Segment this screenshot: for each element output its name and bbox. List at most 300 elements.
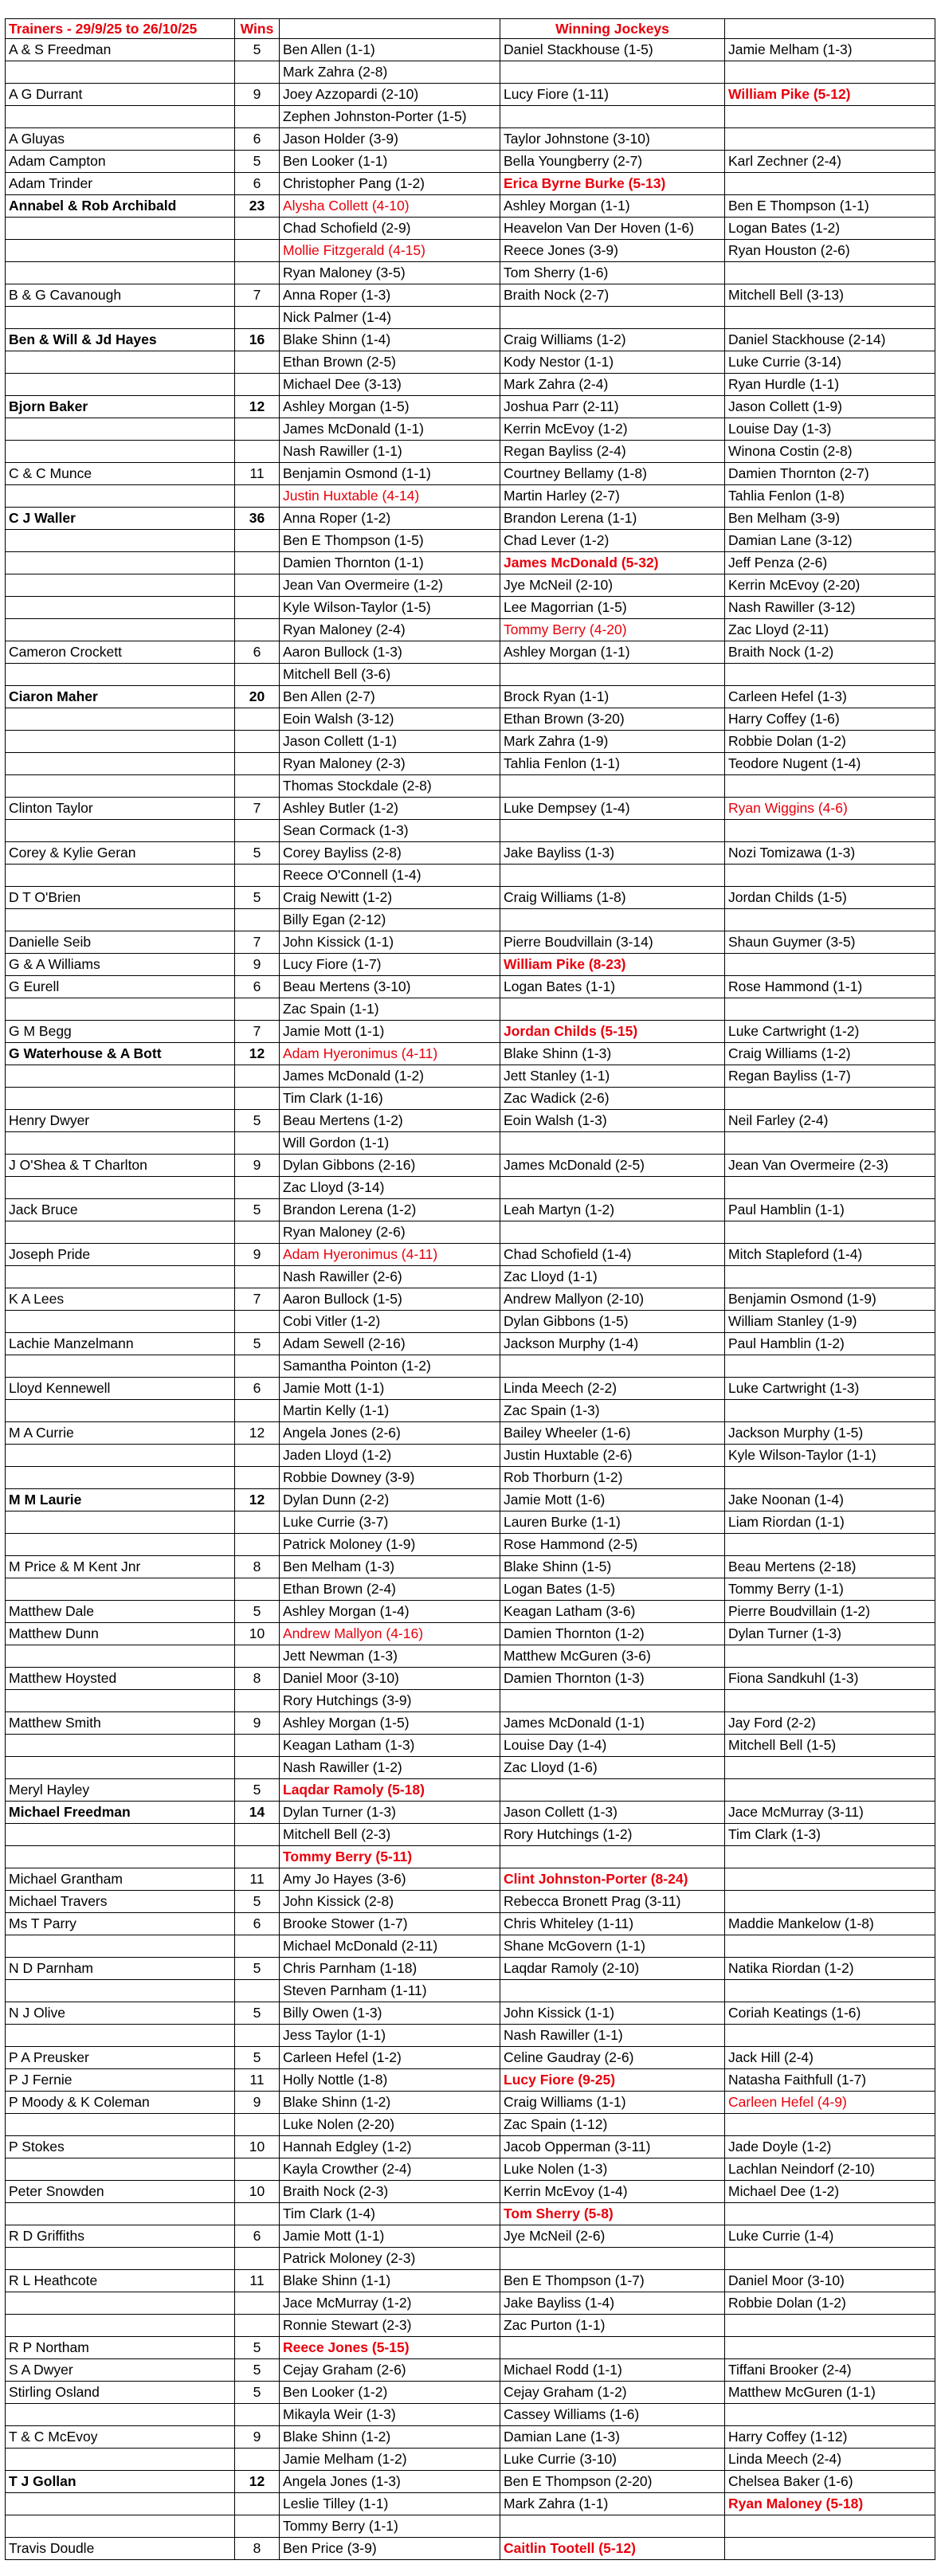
trainer-cell: M M Laurie	[6, 1489, 235, 1511]
jockey-cell: Natika Riordan (1-2)	[725, 1958, 935, 1980]
jockey-cell: Rose Hammond (2-5)	[500, 1534, 725, 1556]
jockey-cell: Robbie Dolan (1-2)	[725, 2292, 935, 2315]
jockey-cell: Chris Parnham (1-18)	[280, 1958, 500, 1980]
table-row	[6, 1735, 935, 1757]
jockey-cell: Blake Shinn (1-1)	[280, 2270, 500, 2292]
table-row	[6, 2270, 935, 2292]
jockey-cell: Cejay Graham (1-2)	[500, 2382, 725, 2404]
jockey-cell: Louise Day (1-4)	[500, 1735, 725, 1757]
jockey-cell: James McDonald (5-32)	[500, 552, 725, 574]
trainer-cell: Ms T Parry	[6, 1913, 235, 1935]
jockey-cell: Kody Nestor (1-1)	[500, 351, 725, 374]
trainer-cell	[6, 574, 235, 597]
jockey-cell: Jason Holder (3-9)	[280, 128, 500, 151]
jockey-cell: Patrick Moloney (1-9)	[280, 1534, 500, 1556]
jockey-cell: Jean Van Overmeire (1-2)	[280, 574, 500, 597]
jockey-cell: Luke Currie (1-4)	[725, 2225, 935, 2248]
jockey-cell: Tom Sherry (5-8)	[500, 2203, 725, 2225]
jockey-cell: Jye McNeil (2-6)	[500, 2225, 725, 2248]
jockey-cell	[725, 1400, 935, 1422]
wins-cell: 9	[235, 954, 280, 976]
jockey-cell: Heavelon Van Der Hoven (1-6)	[500, 218, 725, 240]
trainer-cell	[6, 441, 235, 463]
wins-cell	[235, 1088, 280, 1110]
jockey-cell: Daniel Moor (3-10)	[725, 2270, 935, 2292]
jockey-cell: Blake Shinn (1-3)	[500, 1043, 725, 1065]
table-row	[6, 374, 935, 396]
trainer-cell: Stirling Osland	[6, 2382, 235, 2404]
jockey-cell: Ben E Thompson (2-20)	[500, 2471, 725, 2493]
wins-cell	[235, 1578, 280, 1601]
table-row	[6, 1199, 935, 1221]
jockey-cell	[725, 307, 935, 329]
jockey-cell: Angela Jones (2-6)	[280, 1422, 500, 1445]
table-row	[6, 552, 935, 574]
trainer-cell: Clinton Taylor	[6, 798, 235, 820]
table-row	[6, 1110, 935, 1132]
jockey-cell: Lauren Burke (1-1)	[500, 1511, 725, 1534]
table-row	[6, 775, 935, 798]
jockey-cell: Regan Bayliss (2-4)	[500, 441, 725, 463]
wins-cell	[235, 820, 280, 842]
jockey-cell: Jackson Murphy (1-5)	[725, 1422, 935, 1445]
table-row	[6, 1021, 935, 1043]
wins-cell: 6	[235, 641, 280, 664]
trainer-cell: R P Northam	[6, 2337, 235, 2359]
trainer-cell: Bjorn Baker	[6, 396, 235, 418]
trainer-cell: K A Lees	[6, 1288, 235, 1311]
trainer-cell	[6, 2025, 235, 2047]
jockey-cell: Chris Whiteley (1-11)	[500, 1913, 725, 1935]
wins-cell: 5	[235, 151, 280, 173]
jockey-cell: Corey Bayliss (2-8)	[280, 842, 500, 865]
jockey-cell	[725, 1645, 935, 1668]
table-row	[6, 195, 935, 218]
trainer-cell	[6, 2292, 235, 2315]
table-row	[6, 1556, 935, 1578]
jockey-cell: Lucy Fiore (1-11)	[500, 84, 725, 106]
jockey-cell: Tahlia Fenlon (1-1)	[500, 753, 725, 775]
table-row	[6, 1155, 935, 1177]
wins-cell	[235, 552, 280, 574]
jockey-cell: Rebecca Bronett Prag (3-11)	[500, 1891, 725, 1913]
jockey-cell: Ryan Wiggins (4-6)	[725, 798, 935, 820]
jockey-cell: Jace McMurray (3-11)	[725, 1802, 935, 1824]
wins-cell: 5	[235, 887, 280, 909]
table-row	[6, 2025, 935, 2047]
jockey-cell	[500, 2515, 725, 2538]
jockey-cell	[500, 2248, 725, 2270]
jockey-cell	[500, 1355, 725, 1378]
jockey-cell: Ryan Maloney (2-3)	[280, 753, 500, 775]
trainer-cell	[6, 1355, 235, 1378]
jockey-cell	[725, 1266, 935, 1288]
jockey-cell	[500, 106, 725, 128]
wins-cell: 9	[235, 84, 280, 106]
jockey-cell	[725, 1132, 935, 1155]
wins-cell	[235, 1266, 280, 1288]
jockey-cell: Damien Thornton (1-2)	[500, 1623, 725, 1645]
jockey-cell: Will Gordon (1-1)	[280, 1132, 500, 1155]
jockey-cell: Brock Ryan (1-1)	[500, 686, 725, 708]
jockey-cell	[725, 1467, 935, 1489]
wins-cell	[235, 2203, 280, 2225]
jockey-cell: Zac Purton (1-1)	[500, 2315, 725, 2337]
jockey-cell	[500, 1980, 725, 2002]
table-row	[6, 753, 935, 775]
header-row	[6, 19, 935, 39]
jockey-cell: Natasha Faithfull (1-7)	[725, 2069, 935, 2092]
jockey-cell: Zac Spain (1-1)	[280, 998, 500, 1021]
wins-cell	[235, 240, 280, 262]
wins-cell	[235, 530, 280, 552]
jockey-cell: Alysha Collett (4-10)	[280, 195, 500, 218]
wins-cell: 6	[235, 173, 280, 195]
jockey-cell: Nash Rawiller (3-12)	[725, 597, 935, 619]
jockey-cell	[725, 2315, 935, 2337]
table-row	[6, 441, 935, 463]
table-row	[6, 2114, 935, 2136]
wins-cell: 7	[235, 1288, 280, 1311]
trainer-cell	[6, 597, 235, 619]
table-row	[6, 106, 935, 128]
jockey-cell: Holly Nottle (1-8)	[280, 2069, 500, 2092]
jockey-cell: Michael Dee (1-2)	[725, 2181, 935, 2203]
jockey-cell: Blake Shinn (1-4)	[280, 329, 500, 351]
trainer-cell: G M Begg	[6, 1021, 235, 1043]
wins-cell: 14	[235, 1802, 280, 1824]
jockey-cell: Beau Mertens (1-2)	[280, 1110, 500, 1132]
jockey-cell: Aaron Bullock (1-5)	[280, 1288, 500, 1311]
jockey-cell	[725, 1534, 935, 1556]
wins-cell	[235, 2292, 280, 2315]
jockey-cell: Beau Mertens (2-18)	[725, 1556, 935, 1578]
table-row	[6, 2404, 935, 2426]
table-row	[6, 2515, 935, 2538]
jockey-cell: Regan Bayliss (1-7)	[725, 1065, 935, 1088]
jockey-cell: Karl Zechner (2-4)	[725, 151, 935, 173]
jockey-cell: Ben Looker (1-2)	[280, 2382, 500, 2404]
jockey-cell	[500, 1779, 725, 1802]
jockey-cell: Tim Clark (1-16)	[280, 1088, 500, 1110]
wins-cell	[235, 664, 280, 686]
jockey-cell: Tommy Berry (5-11)	[280, 1846, 500, 1868]
trainer-cell	[6, 240, 235, 262]
table-row	[6, 1445, 935, 1467]
table-row	[6, 820, 935, 842]
jockey-cell	[725, 1355, 935, 1378]
jockey-cell: Daniel Moor (3-10)	[280, 1668, 500, 1690]
table-row	[6, 351, 935, 374]
jockey-cell: Pierre Boudvillain (3-14)	[500, 931, 725, 954]
table-row	[6, 1623, 935, 1645]
jockeys-header-right	[725, 19, 935, 39]
table-row	[6, 1779, 935, 1802]
table-row	[6, 1221, 935, 1244]
jockey-cell	[725, 998, 935, 1021]
jockey-cell: Zac Lloyd (2-11)	[725, 619, 935, 641]
jockey-cell	[725, 1980, 935, 2002]
trainer-cell	[6, 865, 235, 887]
table-row	[6, 2158, 935, 2181]
jockey-cell: Braith Nock (2-3)	[280, 2181, 500, 2203]
jockey-cell: James McDonald (1-1)	[280, 418, 500, 441]
trainer-cell: Jack Bruce	[6, 1199, 235, 1221]
jockey-cell: Craig Newitt (1-2)	[280, 887, 500, 909]
wins-cell	[235, 418, 280, 441]
jockey-cell: Andrew Mallyon (4-16)	[280, 1623, 500, 1645]
trainer-cell: Travis Doudle	[6, 2538, 235, 2560]
jockey-cell: Nozi Tomizawa (1-3)	[725, 842, 935, 865]
jockey-cell: Craig Williams (1-8)	[500, 887, 725, 909]
table-row	[6, 2359, 935, 2382]
wins-cell: 5	[235, 1958, 280, 1980]
wins-cell	[235, 1132, 280, 1155]
table-row	[6, 1132, 935, 1155]
table-row	[6, 1757, 935, 1779]
wins-cell	[235, 2404, 280, 2426]
jockey-cell: Mark Zahra (1-1)	[500, 2493, 725, 2515]
trainer-cell	[6, 753, 235, 775]
table-row	[6, 1958, 935, 1980]
trainer-cell: Corey & Kylie Geran	[6, 842, 235, 865]
jockey-cell: Zac Spain (1-12)	[500, 2114, 725, 2136]
jockey-cell: Maddie Mankelow (1-8)	[725, 1913, 935, 1935]
jockey-cell: Luke Cartwright (1-2)	[725, 1021, 935, 1043]
wins-header: Wins	[235, 19, 280, 39]
table-row	[6, 1868, 935, 1891]
table-row	[6, 2181, 935, 2203]
jockey-cell: Luke Currie (3-14)	[725, 351, 935, 374]
jockey-cell: Kerrin McEvoy (2-20)	[725, 574, 935, 597]
wins-cell	[235, 2315, 280, 2337]
jockey-cell: Jamie Mott (1-6)	[500, 1489, 725, 1511]
jockey-cell	[725, 1177, 935, 1199]
jockey-cell: Luke Nolen (1-3)	[500, 2158, 725, 2181]
wins-cell	[235, 708, 280, 731]
table-row	[6, 84, 935, 106]
wins-cell: 9	[235, 2092, 280, 2114]
jockey-cell: Thomas Stockdale (2-8)	[280, 775, 500, 798]
wins-cell: 5	[235, 1110, 280, 1132]
jockey-cell: Carleen Hefel (4-9)	[725, 2092, 935, 2114]
wins-cell	[235, 1935, 280, 1958]
table-row	[6, 284, 935, 307]
wins-cell	[235, 753, 280, 775]
jockey-cell	[725, 2114, 935, 2136]
jockey-cell	[725, 2203, 935, 2225]
wins-cell	[235, 574, 280, 597]
jockey-cell: Amy Jo Hayes (3-6)	[280, 1868, 500, 1891]
jockey-cell: Zac Lloyd (3-14)	[280, 1177, 500, 1199]
jockey-cell: Cassey Williams (1-6)	[500, 2404, 725, 2426]
jockey-cell	[500, 1177, 725, 1199]
trainer-cell	[6, 1266, 235, 1288]
trainer-cell	[6, 1445, 235, 1467]
wins-cell: 7	[235, 1021, 280, 1043]
table-row	[6, 1333, 935, 1355]
trainer-cell	[6, 1980, 235, 2002]
jockey-cell: Ethan Brown (2-5)	[280, 351, 500, 374]
jockey-cell: Jason Collett (1-1)	[280, 731, 500, 753]
jockey-cell: Justin Huxtable (4-14)	[280, 485, 500, 508]
trainer-cell: R L Heathcote	[6, 2270, 235, 2292]
wins-cell: 16	[235, 329, 280, 351]
jockey-cell	[725, 262, 935, 284]
table-row	[6, 307, 935, 329]
wins-cell	[235, 106, 280, 128]
jockey-cell: Jye McNeil (2-10)	[500, 574, 725, 597]
wins-cell: 20	[235, 686, 280, 708]
jockey-cell: Luke Dempsey (1-4)	[500, 798, 725, 820]
jockey-cell: Ben E Thompson (1-5)	[280, 530, 500, 552]
table-row	[6, 530, 935, 552]
table-row	[6, 909, 935, 931]
wins-cell	[235, 1355, 280, 1378]
jockey-cell: Michael Rodd (1-1)	[500, 2359, 725, 2382]
jockey-cell	[500, 865, 725, 887]
trainer-cell	[6, 1065, 235, 1088]
trainer-cell: Cameron Crockett	[6, 641, 235, 664]
jockey-cell	[725, 61, 935, 84]
jockey-cell: Ethan Brown (2-4)	[280, 1578, 500, 1601]
trainer-cell: Joseph Pride	[6, 1244, 235, 1266]
table-row	[6, 1980, 935, 2002]
table-row	[6, 1288, 935, 1311]
table-row	[6, 1400, 935, 1422]
jockey-cell: John Kissick (1-1)	[500, 2002, 725, 2025]
wins-cell: 5	[235, 2359, 280, 2382]
jockey-cell: Jordan Childs (5-15)	[500, 1021, 725, 1043]
jockey-cell: Laqdar Ramoly (2-10)	[500, 1958, 725, 1980]
jockey-cell: Ben Allen (1-1)	[280, 39, 500, 61]
table-row	[6, 1690, 935, 1712]
jockey-cell: Leah Martyn (1-2)	[500, 1199, 725, 1221]
table-row	[6, 998, 935, 1021]
jockey-cell: Ryan Hurdle (1-1)	[725, 374, 935, 396]
table-row	[6, 1467, 935, 1489]
trainer-cell	[6, 1467, 235, 1489]
jockey-cell: Ben E Thompson (1-1)	[725, 195, 935, 218]
wins-cell: 10	[235, 2181, 280, 2203]
table-row	[6, 865, 935, 887]
jockey-cell	[725, 1868, 935, 1891]
trainer-cell: D T O'Brien	[6, 887, 235, 909]
trainer-cell: N D Parnham	[6, 1958, 235, 1980]
trainer-cell: Adam Trinder	[6, 173, 235, 195]
trainer-cell	[6, 1935, 235, 1958]
table-row	[6, 1891, 935, 1913]
table-row	[6, 731, 935, 753]
jockey-cell	[725, 1757, 935, 1779]
jockey-cell: Reece O'Connell (1-4)	[280, 865, 500, 887]
jockey-cell: Keagan Latham (3-6)	[500, 1601, 725, 1623]
wins-cell	[235, 597, 280, 619]
trainer-cell	[6, 2203, 235, 2225]
jockey-cell: Mark Zahra (2-4)	[500, 374, 725, 396]
jockey-cell	[725, 1891, 935, 1913]
jockey-cell: Fiona Sandkuhl (1-3)	[725, 1668, 935, 1690]
wins-cell: 5	[235, 2337, 280, 2359]
jockey-cell: Anna Roper (1-3)	[280, 284, 500, 307]
jockey-cell: Brandon Lerena (1-2)	[280, 1199, 500, 1221]
trainer-cell: Lachie Manzelmann	[6, 1333, 235, 1355]
trainer-cell: N J Olive	[6, 2002, 235, 2025]
jockey-cell: Anna Roper (1-2)	[280, 508, 500, 530]
jockey-cell: Laqdar Ramoly (5-18)	[280, 1779, 500, 1802]
jockey-cell	[725, 2404, 935, 2426]
jockey-cell	[725, 173, 935, 195]
table-row	[6, 2426, 935, 2449]
trainer-cell: G Eurell	[6, 976, 235, 998]
jockey-cell: Chad Schofield (2-9)	[280, 218, 500, 240]
wins-cell	[235, 1400, 280, 1422]
wins-cell: 11	[235, 1868, 280, 1891]
trainer-cell	[6, 909, 235, 931]
jockey-cell: Eoin Walsh (3-12)	[280, 708, 500, 731]
jockey-cell: Jett Stanley (1-1)	[500, 1065, 725, 1088]
table-row	[6, 173, 935, 195]
jockey-cell: Jamie Mott (1-1)	[280, 1021, 500, 1043]
jockey-cell: Zac Spain (1-3)	[500, 1400, 725, 1422]
wins-cell: 8	[235, 2538, 280, 2560]
table-row	[6, 418, 935, 441]
jockey-cell: John Kissick (2-8)	[280, 1891, 500, 1913]
jockey-cell	[500, 1846, 725, 1868]
trainer-cell	[6, 552, 235, 574]
trainer-cell: M A Currie	[6, 1422, 235, 1445]
jockey-cell: Christopher Pang (1-2)	[280, 173, 500, 195]
jockey-cell: Reece Jones (3-9)	[500, 240, 725, 262]
jockey-cell: Patrick Moloney (2-3)	[280, 2248, 500, 2270]
jockey-cell: Luke Currie (3-10)	[500, 2449, 725, 2471]
table-row	[6, 1489, 935, 1511]
trainer-cell: P J Fernie	[6, 2069, 235, 2092]
jockey-cell	[500, 307, 725, 329]
wins-cell: 9	[235, 2426, 280, 2449]
jockey-cell: Linda Meech (2-2)	[500, 1378, 725, 1400]
trainer-cell	[6, 1221, 235, 1244]
jockey-cell	[725, 106, 935, 128]
jockey-cell: Cobi Vitler (1-2)	[280, 1311, 500, 1333]
jockey-cell: Nash Rawiller (1-1)	[500, 2025, 725, 2047]
wins-cell: 6	[235, 1378, 280, 1400]
table-row	[6, 574, 935, 597]
trainer-cell: Lloyd Kennewell	[6, 1378, 235, 1400]
wins-cell	[235, 1846, 280, 1868]
wins-cell: 9	[235, 1712, 280, 1735]
wins-cell: 9	[235, 1244, 280, 1266]
jockey-cell: Jake Bayliss (1-4)	[500, 2292, 725, 2315]
trainer-cell: Michael Grantham	[6, 1868, 235, 1891]
trainer-cell	[6, 1578, 235, 1601]
trainer-cell	[6, 2114, 235, 2136]
wins-cell	[235, 1645, 280, 1668]
jockey-cell: Ryan Houston (2-6)	[725, 240, 935, 262]
jockey-cell: Robbie Dolan (1-2)	[725, 731, 935, 753]
trainer-cell	[6, 1757, 235, 1779]
jockey-cell	[500, 2337, 725, 2359]
table-row	[6, 2092, 935, 2114]
jockey-cell: Adam Hyeronimus (4-11)	[280, 1043, 500, 1065]
wins-cell	[235, 1221, 280, 1244]
jockey-cell: Matthew McGuren (3-6)	[500, 1645, 725, 1668]
wins-cell: 5	[235, 1333, 280, 1355]
table-row	[6, 954, 935, 976]
wins-cell: 6	[235, 128, 280, 151]
wins-cell: 5	[235, 1891, 280, 1913]
jockey-cell: Clint Johnston-Porter (8-24)	[500, 1868, 725, 1891]
